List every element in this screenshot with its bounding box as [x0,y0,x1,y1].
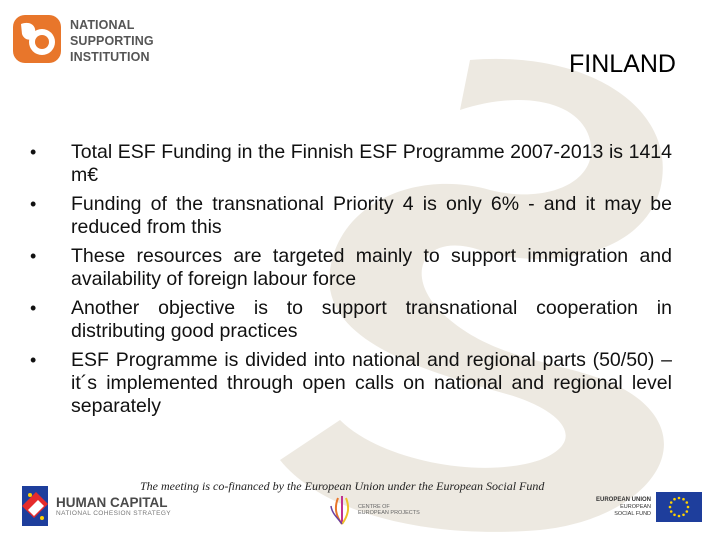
bullet-text: These resources are targeted mainly to support immigration and availability of foreign labour force [71,245,672,290]
eu-logo [596,492,702,522]
nsi-logo-text [70,17,154,65]
cep-line-1: CENTRE OF [358,503,390,510]
eu-text [596,497,651,518]
bullet-dot: • [30,298,37,318]
eu-line-2: SOCIAL FUND [614,510,652,517]
cofinancing-note: The meeting is co-financed by the European Union under the European Social Fund [140,479,545,493]
eu-name: EUROPEAN UNION [596,496,652,503]
bullet-text: Total ESF Funding in the Finnish ESF Programme 2007-2013 is 1414 m€ [71,141,672,186]
bullet-list [30,141,672,424]
bullet-dot: • [30,350,37,370]
bullet-item [30,349,672,418]
bullet-item [30,141,672,187]
bullet-dot: • [30,246,37,266]
nsi-logo-icon [12,14,62,64]
human-capital-subtitle: NATIONAL COHESION STRATEGY [56,510,172,517]
logo-line-2: SUPPORTING [70,34,154,48]
nsi-logo [12,14,154,65]
cep-text [358,504,420,517]
bullet-item [30,297,672,343]
bullet-item [30,245,672,291]
human-capital-logo [20,484,171,528]
cep-line-2: EUROPEAN PROJECTS [358,510,420,516]
bullet-text: Funding of the transnational Priority 4 is only 6% - and it may be reduced from this [71,193,672,238]
cep-logo [330,494,420,526]
bullet-dot: • [30,142,37,162]
eu-flag-icon [656,492,702,522]
slide-title: FINLAND [569,50,676,78]
cep-logo-icon [330,494,354,526]
logo-line-3: INSTITUTION [70,50,150,64]
eu-line-1: EUROPEAN [620,503,652,510]
logo-line-1: NATIONAL [70,18,135,32]
bullet-text: Another objective is to support transnational cooperation in distributing good practices [71,297,672,342]
human-capital-logo-icon [20,484,50,528]
bullet-text: ESF Programme is divided into national and regional parts (50/50) – it´s implemented through open calls on national and regional level separately [71,349,672,417]
bullet-dot: • [30,194,37,214]
human-capital-title: HUMAN CAPITAL [56,495,168,510]
bullet-item [30,193,672,239]
